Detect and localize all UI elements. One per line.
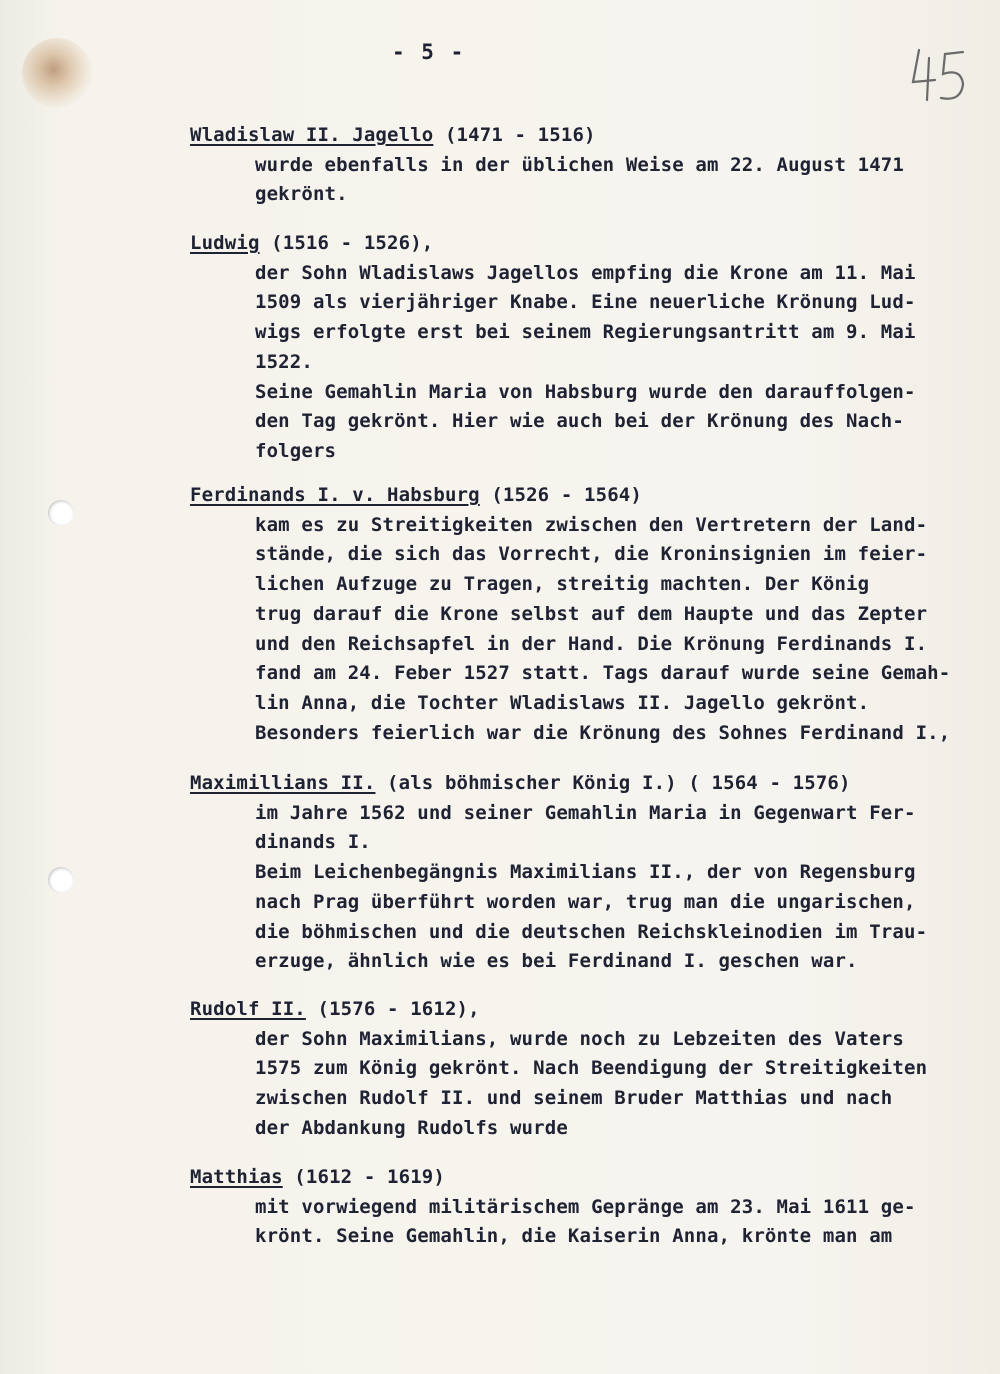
punch-hole-upper [48, 500, 74, 526]
page-number: - 5 - [392, 40, 466, 64]
body-line: zwischen Rudolf II. und seinem Bruder Matthias und nach [255, 1087, 893, 1110]
body-line: fand am 24. Feber 1527 statt. Tags darauf wurde seine Gemah- [255, 662, 951, 685]
ruler-name: Wladislaw II. Jagello [190, 124, 434, 146]
punch-hole-lower [48, 867, 74, 893]
ruler-name: Rudolf II. [190, 998, 306, 1020]
reign-period: (1516 - 1526), [259, 232, 434, 254]
body-line: 1509 als vierjähriger Knabe. Eine neuerliche Krönung Lud- [255, 291, 916, 314]
ruler-name: Matthias [190, 1166, 283, 1188]
rust-stain [22, 38, 92, 108]
entry-heading [190, 998, 480, 1020]
body-line: gekrönt. [255, 183, 348, 206]
body-line: der Abdankung Rudolfs wurde [255, 1116, 568, 1139]
body-line: Beim Leichenbegängnis Maximilians II., der von Regensburg [255, 861, 916, 884]
body-line: der Sohn Wladislaws Jagellos empfing die Krone am 11. Mai [255, 261, 916, 284]
ruler-name: Maximillians II. [190, 772, 376, 794]
body-line: 1575 zum König gekrönt. Nach Beendigung der Streitigkeiten [255, 1057, 928, 1080]
body-line: stände, die sich das Vorrecht, die Kroninsignien im feier- [255, 543, 928, 566]
entry-heading [190, 124, 596, 146]
body-line: nach Prag überführt worden war, trug man die ungarischen, [255, 890, 916, 913]
body-line: folgers [255, 439, 337, 462]
body-line: den Tag gekrönt. Hier wie auch bei der Krönung des Nach- [255, 410, 904, 433]
body-line: Seine Gemahlin Maria von Habsburg wurde den darauffolgen- [255, 380, 916, 403]
body-line: kam es zu Streitigkeiten zwischen den Vertretern der Land- [255, 513, 928, 536]
reign-period: (1576 - 1612), [305, 998, 480, 1020]
body-line: lichen Aufzuge zu Tragen, streitig machten. Der König [255, 573, 870, 596]
body-line: Besonders feierlich war die Krönung des Sohnes Ferdinand I., [255, 721, 951, 744]
reign-period: (1612 - 1619) [282, 1166, 445, 1188]
body-line: die böhmischen und die deutschen Reichskleinodien im Trau- [255, 920, 928, 943]
body-line: im Jahre 1562 und seiner Gemahlin Maria in Gegenwart Fer- [255, 801, 916, 824]
entry-heading [190, 232, 433, 254]
reign-period: (1526 - 1564) [479, 484, 642, 506]
handwritten-archive-number [905, 40, 985, 110]
body-line: wurde ebenfalls in der üblichen Weise am 22. August 1471 [255, 153, 904, 176]
body-line: wigs erfolgte erst bei seinem Regierungsantritt am 9. Mai [255, 321, 916, 344]
reign-period: (als böhmischer König I.) ( 1564 - 1576) [375, 772, 851, 794]
body-line: lin Anna, die Tochter Wladislaws II. Jagello gekrönt. [255, 691, 870, 714]
ruler-name: Ludwig [190, 232, 260, 254]
body-line: krönt. Seine Gemahlin, die Kaiserin Anna, krönte man am [255, 1225, 893, 1248]
entry-heading [190, 484, 642, 506]
ruler-name: Ferdinands I. v. Habsburg [190, 484, 480, 506]
body-line: dinands I. [255, 831, 371, 854]
body-line: erzuge, ähnlich wie es bei Ferdinand I. geschen war. [255, 950, 858, 973]
body-line: und den Reichsapfel in der Hand. Die Krönung Ferdinands I. [255, 632, 928, 655]
body-line: trug darauf die Krone selbst auf dem Haupte und das Zepter [255, 602, 928, 625]
body-line: mit vorwiegend militärischem Gepränge am 23. Mai 1611 ge- [255, 1195, 916, 1218]
entry-heading [190, 772, 851, 794]
reign-period: (1471 - 1516) [433, 124, 596, 146]
body-line: 1522. [255, 350, 313, 373]
entry-heading [190, 1166, 445, 1188]
body-line: der Sohn Maximilians, wurde noch zu Lebzeiten des Vaters [255, 1027, 904, 1050]
